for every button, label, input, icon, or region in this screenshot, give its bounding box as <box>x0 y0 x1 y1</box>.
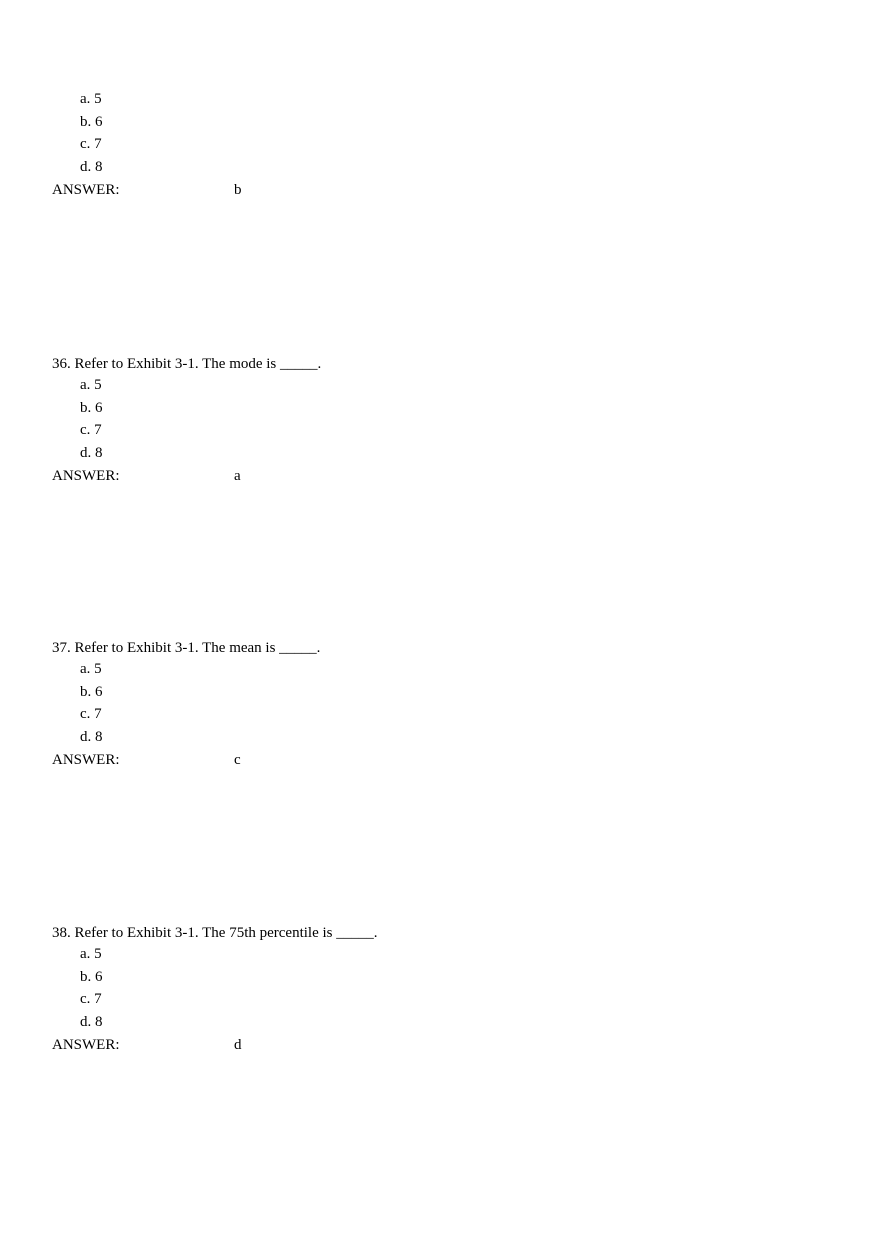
option-d: d. 8 <box>80 445 103 462</box>
answer-value: c <box>234 751 241 768</box>
option-d: d. 8 <box>80 1014 103 1031</box>
option-d: d. 8 <box>80 159 103 176</box>
question-text: 37. Refer to Exhibit 3-1. The mean is _____. <box>52 640 321 656</box>
answer-row <box>52 749 832 772</box>
question-block-continued <box>52 88 832 201</box>
question-block-37 <box>52 638 832 771</box>
option-list <box>52 658 832 749</box>
option-list <box>52 374 832 465</box>
option-a: a. 5 <box>80 91 102 107</box>
option-c: c. 7 <box>80 706 102 723</box>
answer-label: ANSWER: <box>52 467 120 484</box>
option-list <box>52 943 832 1034</box>
option-b: b. 6 <box>80 683 103 700</box>
answer-row <box>52 465 832 488</box>
answer-label: ANSWER: <box>52 181 120 198</box>
answer-label: ANSWER: <box>52 1036 120 1053</box>
option-b: b. 6 <box>80 113 103 130</box>
question-block-38 <box>52 923 832 1056</box>
answer-label: ANSWER: <box>52 751 120 768</box>
option-a: a. 5 <box>80 661 102 677</box>
answer-value: d <box>234 1036 242 1053</box>
option-b: b. 6 <box>80 399 103 416</box>
answer-value: a <box>234 467 241 484</box>
option-list <box>52 88 832 179</box>
option-b: b. 6 <box>80 968 103 985</box>
question-text: 36. Refer to Exhibit 3-1. The mode is _____. <box>52 356 322 372</box>
answer-row <box>52 1034 832 1057</box>
answer-value: b <box>234 181 242 198</box>
question-block-36 <box>52 354 832 487</box>
question-text: 38. Refer to Exhibit 3-1. The 75th percentile is _____. <box>52 925 378 941</box>
answer-row <box>52 179 832 202</box>
option-d: d. 8 <box>80 729 103 746</box>
option-a: a. 5 <box>80 946 102 962</box>
option-c: c. 7 <box>80 991 102 1008</box>
option-a: a. 5 <box>80 377 102 393</box>
option-c: c. 7 <box>80 422 102 439</box>
option-c: c. 7 <box>80 136 102 153</box>
